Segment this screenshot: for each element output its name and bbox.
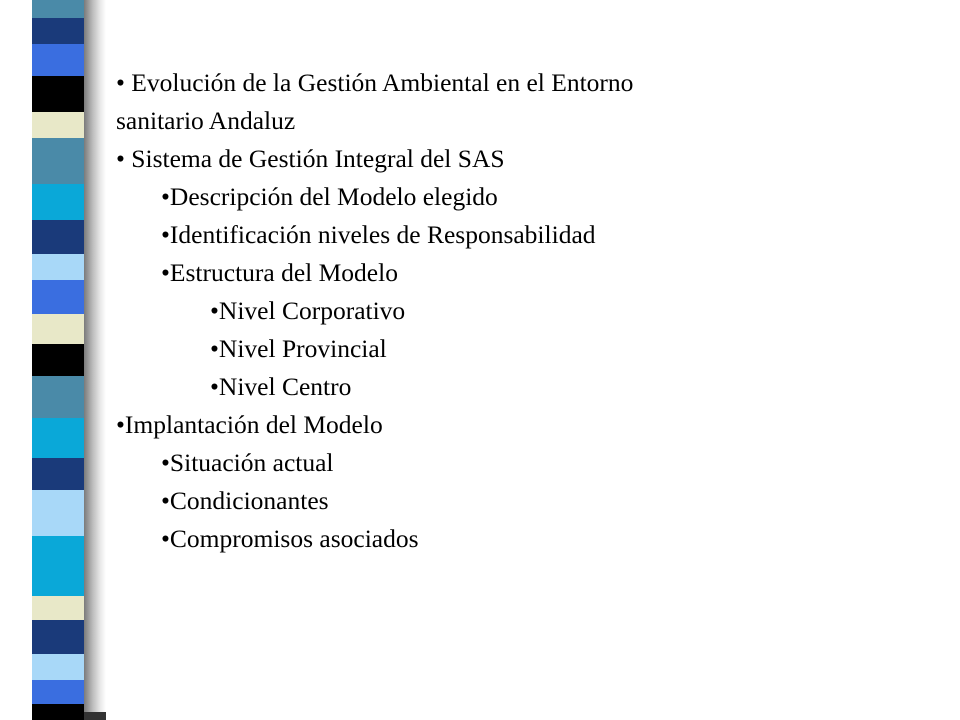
slide-outline bbox=[116, 64, 936, 558]
outline-item: •Nivel Centro bbox=[210, 372, 352, 401]
strip-block bbox=[32, 596, 84, 620]
strip-block bbox=[32, 112, 84, 138]
strip-block bbox=[32, 220, 84, 254]
outline-item: •Nivel Provincial bbox=[210, 334, 387, 363]
outline-item: •Implantación del Modelo bbox=[116, 410, 383, 439]
strip-block bbox=[32, 184, 84, 220]
outline-item: •Identificación niveles de Responsabilidad bbox=[161, 220, 596, 249]
strip-block bbox=[32, 418, 84, 458]
strip-block bbox=[32, 654, 84, 680]
strip-block bbox=[32, 0, 84, 18]
outline-item: •Nivel Corporativo bbox=[210, 296, 406, 325]
outline-item: •Situación actual bbox=[161, 448, 334, 477]
strip-block bbox=[32, 18, 84, 44]
decorative-color-strip bbox=[32, 0, 90, 720]
strip-shadow bbox=[84, 0, 106, 720]
strip-block bbox=[32, 680, 84, 704]
strip-block bbox=[32, 536, 84, 596]
outline-item: •Condicionantes bbox=[161, 486, 329, 515]
outline-item: • Sistema de Gestión Integral del SAS bbox=[116, 144, 505, 173]
strip-block bbox=[32, 490, 84, 536]
outline-item: •Estructura del Modelo bbox=[161, 258, 398, 287]
outline-item: • Evolución de la Gestión Ambiental en el Entorno bbox=[116, 68, 634, 97]
strip-block bbox=[32, 44, 84, 76]
strip-block bbox=[32, 704, 84, 720]
strip-block bbox=[32, 76, 84, 112]
strip-block bbox=[32, 254, 84, 280]
strip-block bbox=[32, 344, 84, 376]
strip-block bbox=[32, 376, 84, 418]
strip-block bbox=[32, 620, 84, 654]
outline-item: •Descripción del Modelo elegido bbox=[161, 182, 498, 211]
strip-shadow-base bbox=[84, 712, 106, 720]
strip-block bbox=[32, 458, 84, 490]
outline-item: •Compromisos asociados bbox=[161, 524, 419, 553]
strip-block bbox=[32, 280, 84, 314]
outline-item: sanitario Andaluz bbox=[116, 106, 296, 135]
strip-block bbox=[32, 314, 84, 344]
strip-block bbox=[32, 138, 84, 184]
